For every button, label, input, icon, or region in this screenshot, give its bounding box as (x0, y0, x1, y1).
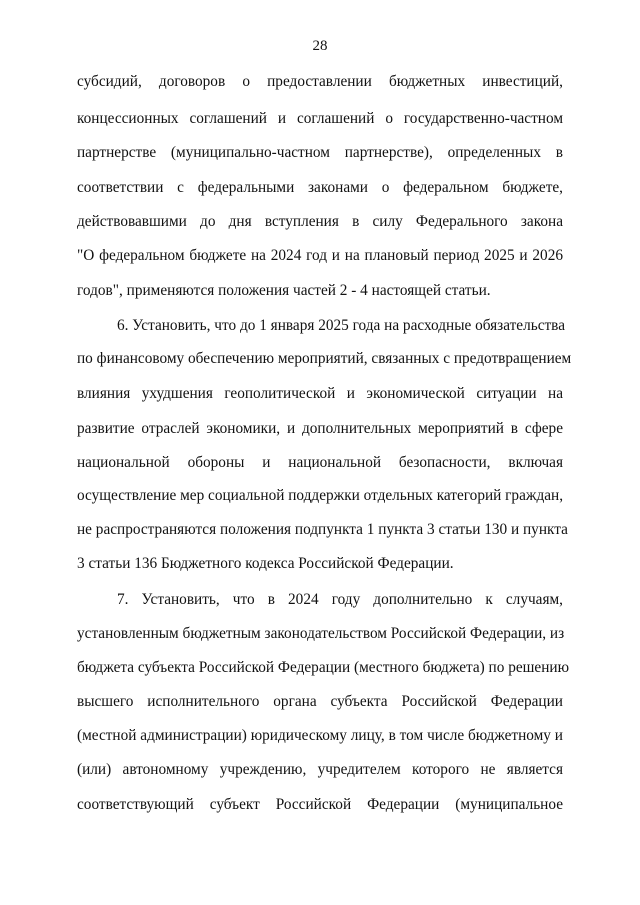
text-line: соответствии с федеральными законами о федеральном бюджете, (77, 179, 563, 196)
text-line: годов", применяются положения частей 2 - 4 настоящей статьи. (77, 282, 491, 299)
paragraph-6-first-line: 6. Установить, что до 1 января 2025 года на расходные обязательства (117, 317, 565, 334)
text-line: по финансовому обеспечению мероприятий, связанных с предотвращением (77, 350, 572, 367)
paragraph-7-first-line: 7. Установить, что в 2024 году дополнительно к случаям, (117, 591, 563, 608)
text-line: установленным бюджетным законодательством Российской Федерации, из (77, 625, 565, 642)
text-line: бюджета субъекта Российской Федерации (местного бюджета) по решению (77, 659, 570, 676)
text-line: осуществление мер социальной поддержки отдельных категорий граждан, (77, 487, 564, 504)
text-line: "О федеральном бюджете на 2024 год и на плановый период 2025 и 2026 (77, 247, 563, 264)
text-line: соответствующий субъект Российской Федерации (муниципальное (77, 796, 563, 813)
text-line: 3 статьи 136 Бюджетного кодекса Российской Федерации. (77, 555, 454, 572)
text-line: высшего исполнительного органа субъекта Российской Федерации (77, 693, 563, 710)
text-line: (или) автономному учреждению, учредителем которого не является (77, 761, 563, 778)
text-line: развитие отраслей экономики, и дополнительных мероприятий в сфере (77, 420, 563, 437)
text-line: национальной обороны и национальной безопасности, включая (77, 454, 563, 471)
text-line: действовавшими до дня вступления в силу Федерального закона (77, 213, 563, 230)
text-line: (местной администрации) юридическому лицу, в том числе бюджетному и (77, 727, 563, 744)
text-line: не распространяются положения подпункта 1 пункта 3 статьи 130 и пункта (77, 521, 568, 538)
text-line: концессионных соглашений и соглашений о государственно-частном (77, 110, 563, 127)
text-line: субсидий, договоров о предоставлении бюджетных инвестиций, (77, 73, 563, 90)
text-line: влияния ухудшения геополитической и экономической ситуации на (77, 385, 563, 402)
page-number: 28 (312, 38, 328, 54)
text-line: партнерстве (муниципально-частном партнерстве), определенных в (77, 144, 563, 161)
